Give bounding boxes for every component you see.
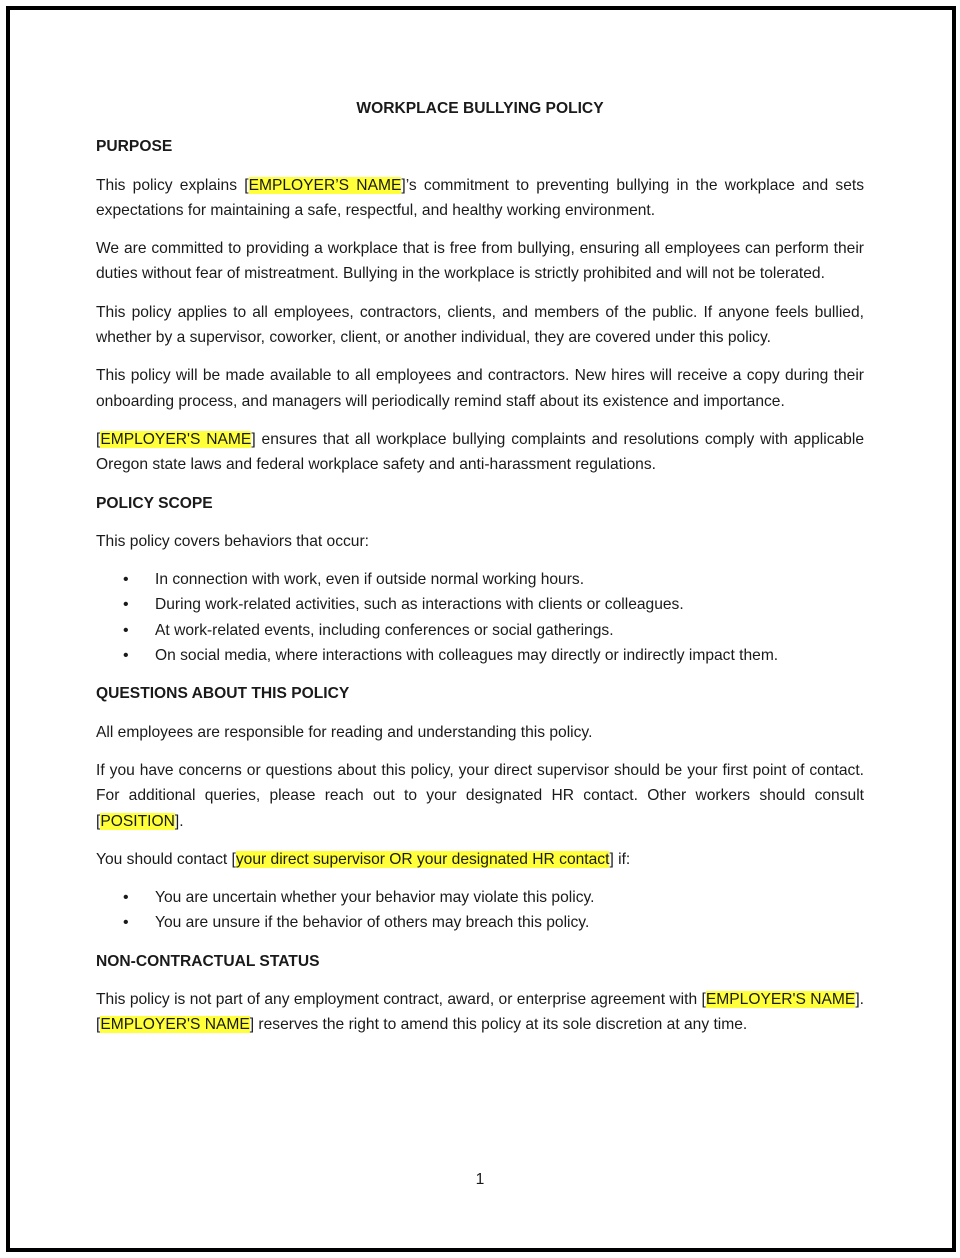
- bullet-icon: •: [123, 596, 129, 614]
- placeholder-employer-name: EMPLOYER'S NAME: [100, 1016, 250, 1034]
- page-number: 1: [475, 1171, 485, 1188]
- purpose-paragraph-4: This policy will be made available to all employees and contractors. New hires will receive a copy during their onboarding process, and managers will periodically remind staff about its existence and importance.: [96, 367, 864, 410]
- list-item: • You are uncertain whether your behavior may violate this policy.: [96, 885, 864, 910]
- purpose-paragraph-5: [EMPLOYER'S NAME] ensures that all workplace bullying complaints and resolutions comply with applicable Oregon state laws and federal workplace safety and anti-harassment regulations.: [96, 430, 864, 474]
- placeholder-employer-name: EMPLOYER'S NAME: [705, 991, 856, 1009]
- heading-questions: QUESTIONS ABOUT THIS POLICY: [96, 685, 350, 703]
- purpose-paragraph-1: This policy explains [EMPLOYER’S NAME]’s commitment to preventing bullying in the workplace and sets expectations for maintaining a safe, respectful, and healthy working environment.: [96, 176, 864, 219]
- bullet-icon: •: [123, 571, 129, 589]
- placeholder-contact: your direct supervisor OR your designated HR contact: [235, 850, 610, 868]
- placeholder-employer-name: EMPLOYER'S NAME: [100, 430, 252, 448]
- questions-paragraph-2: If you have concerns or questions about this policy, your direct supervisor should be your first point of contact. For additional queries, please reach out to your designated HR contact. Other workers should consult [POSITION].: [96, 761, 864, 830]
- heading-policy-scope: POLICY SCOPE: [96, 494, 213, 512]
- questions-paragraph-1: All employees are responsible for reading and understanding this policy.: [96, 723, 593, 741]
- purpose-paragraph-3: This policy applies to all employees, contractors, clients, and members of the public. If anyone feels bullied, whether by a supervisor, coworker, client, or another individual, they are covered under this policy.: [96, 303, 864, 347]
- heading-non-contractual: NON-CONTRACTUAL STATUS: [96, 952, 320, 970]
- list-item: • At work-related events, including conferences or social gatherings.: [96, 618, 864, 643]
- bullet-icon: •: [123, 647, 129, 665]
- list-item: • During work-related activities, such as interactions with clients or colleagues.: [96, 592, 864, 617]
- purpose-paragraph-2: We are committed to providing a workplace that is free from bullying, ensuring all employees can perform their duties without fear of mistreatment. Bullying in the workplace is strictly prohibited and will not be tolerated.: [96, 240, 864, 283]
- list-item: • On social media, where interactions with colleagues may directly or indirectly impact them.: [96, 643, 864, 668]
- bullet-icon: •: [123, 889, 129, 907]
- non-contractual-paragraph: This policy is not part of any employment contract, award, or enterprise agreement with [EMPLOYER'S NAME]. [EMPLOYER'S NAME] reserves the right to amend this policy at its sole discretion at any time.: [96, 991, 864, 1034]
- document-title: WORKPLACE BULLYING POLICY: [356, 100, 604, 117]
- list-item: • In connection with work, even if outside normal working hours.: [96, 567, 864, 592]
- placeholder-position: POSITION: [100, 812, 175, 830]
- scope-intro: This policy covers behaviors that occur:: [96, 532, 370, 550]
- list-item: • You are unsure if the behavior of others may breach this policy.: [96, 910, 864, 935]
- bullet-icon: •: [123, 914, 129, 932]
- questions-bullet-list: [96, 885, 864, 936]
- questions-paragraph-3: You should contact [your direct supervisor OR your designated HR contact] if:: [96, 850, 631, 868]
- document-body: [96, 96, 864, 1051]
- bullet-icon: •: [123, 621, 129, 639]
- placeholder-employer-name: EMPLOYER’S NAME: [248, 176, 402, 194]
- heading-purpose: PURPOSE: [96, 138, 173, 156]
- scope-bullet-list: [96, 567, 864, 668]
